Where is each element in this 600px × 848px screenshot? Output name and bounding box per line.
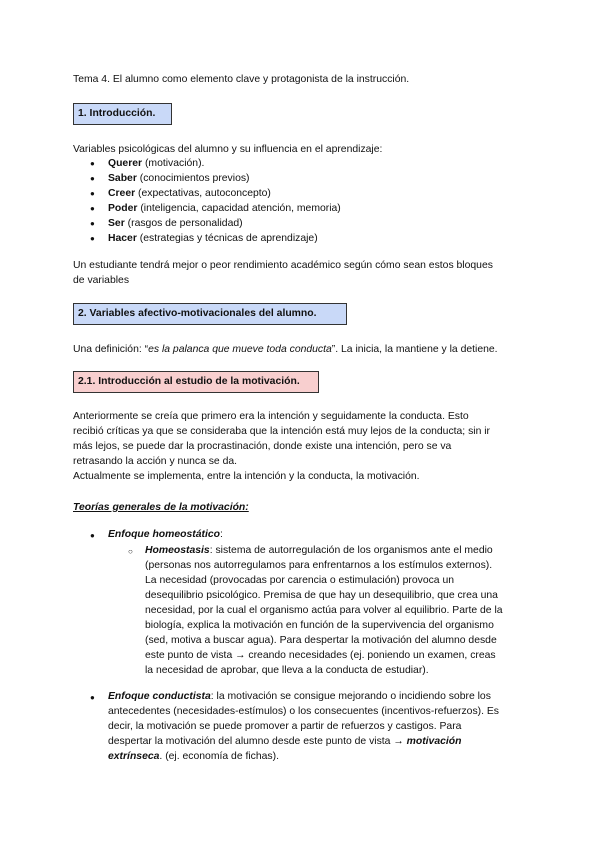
variables-list	[90, 156, 341, 246]
list-item: ● Saber (conocimientos previos)	[90, 171, 341, 186]
intro-summary-line2: de variables	[73, 275, 130, 286]
intro-summary-line1: Un estudiante tendrá mejor o peor rendimiento académico según cómo sean estos bloques	[73, 260, 493, 271]
bullet-dot: ●	[90, 693, 95, 702]
section-heading-motivacion: 2.1. Introducción al estudio de la motivación.	[73, 371, 319, 393]
section-heading-variables: 2. Variables afectivo-motivacionales del alumno.	[73, 303, 347, 325]
bullet-dot: ●	[90, 531, 95, 540]
list-item: ● Creer (expectativas, autoconcepto)	[90, 186, 341, 201]
list-item: ● Hacer (estrategias y técnicas de aprendizaje)	[90, 231, 341, 246]
section-heading-introduccion: 1. Introducción.	[73, 103, 172, 125]
behaviourist-paragraph: Enfoque conductista: la motivación se consigue mejorando o incidiendo sobre los antecedentes (necesidades-estímulos) o los consecuentes (incentivos-refuerzos). Es decir, la motivación se puede promover a partir de refuerzos y castigos. Para despertar la motivación del alumno desde este punto de vista → motivación extrínseca. (ej. economía de fichas).	[108, 691, 499, 762]
homeostasis-paragraph: Homeostasis: sistema de autorregulación de los organismos ante el medio (personas nos autorregulamos para enfrentarnos a los estímulos externos). La necesidad (provocadas por carencia o estimulación) provoca un desequilibrio psicológico. Premisa de que hay un desequilibrio, que crea una necesidad, por la cual el organismo actúa para volver al equilibrio. Parte de la biología, explica la motivación en función de la supervivencia del organismo (sed, motiva a buscar agua). Para despertar la motivación del alumno desde este punto de vista → creando necesidades (ej. poniendo un examen, creas la necesidad de aprobar, que lleva a la conducta de estudiar).	[145, 545, 503, 676]
list-item: ● Poder (inteligencia, capacidad atención, memoria)	[90, 201, 341, 216]
list-item: ● Ser (rasgos de personalidad)	[90, 216, 341, 231]
motivation-paragraph: Anteriormente se creía que primero era la intención y seguidamente la conducta. Esto recibió críticas ya que se consideraba que la intención está muy lejos de la conducta; sin ir más lejos, se puede dar la procrastinación, donde existe una intención, pero se va retrasando la acción y nunca se da. Actualmente se implementa, entre la intención y la conducta, la motivación.	[73, 411, 491, 482]
intro-lead: Variables psicológicas del alumno y su influencia en el aprendizaje:	[73, 144, 383, 155]
sub-bullet-circle: ○	[128, 547, 133, 556]
list-item: ● Querer (motivación).	[90, 156, 341, 171]
theories-heading: Teorías generales de la motivación:	[73, 502, 249, 513]
definition: Una definición: “es la palanca que mueve toda conducta”. La inicia, la mantiene y la detiene.	[73, 344, 498, 355]
homeostatic-heading: Enfoque homeostático:	[108, 529, 223, 540]
page-title: Tema 4. El alumno como elemento clave y protagonista de la instrucción.	[73, 74, 410, 85]
